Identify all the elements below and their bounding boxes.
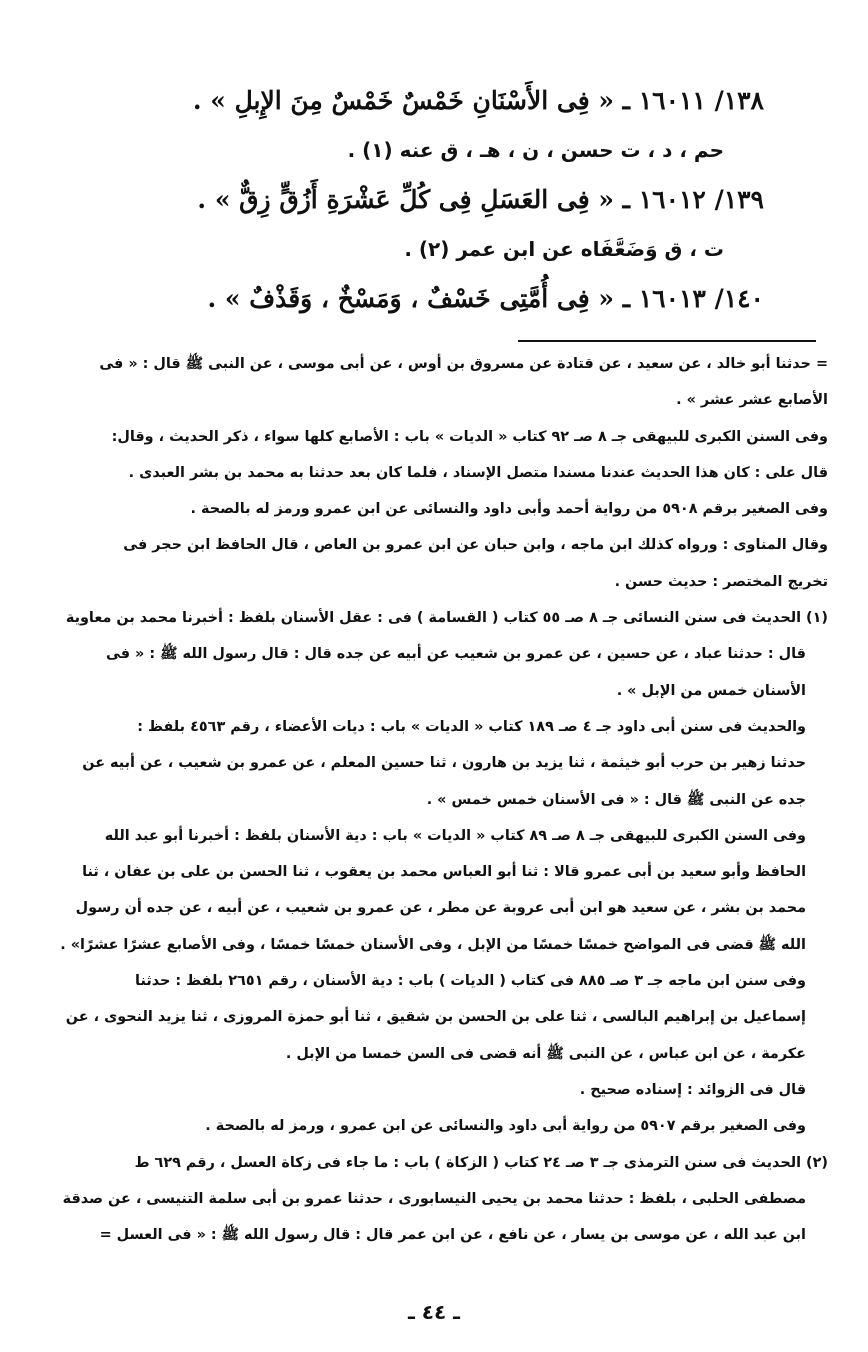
footnote-line: وفى السنن الكبرى للبيهقى جـ ٨ صـ ٨٩ كتاب « الديات » باب : دية الأسنان بلفظ : أخبرنا أبو عبد الله (104, 827, 806, 844)
hadith-138: ١٣٨/ ١٦٠١١ ـ « فِى الأَسْنَانِ خَمْسٌ خَمْسٌ مِنَ الإِبلِ » . (192, 86, 764, 115)
hadith-139-sources: ت ، ق وَضَعَّفَاه عن ابن عمر (٢) . (404, 237, 724, 261)
footnote-line: حدثنا زهير بن حرب أبو خيثمة ، ثنا يزيد بن هارون ، ثنا حسين المعلم ، عن عمرو بن شعيب ، عن أبيه عن (82, 755, 806, 772)
footnote-line: قال فى الزوائد : إسناده صحيح . (579, 1081, 806, 1098)
footnote-line: الله ﷺ قضى فى المواضح خمسًا خمسًا من الإبل ، وفى الأسنان خمسًا خمسًا ، وفى الأصابع عشرًا عشرًا» . (60, 936, 806, 953)
footnotes (44, 346, 828, 1253)
footnote-line: وفى الصغير برقم ٥٩٠٨ من رواية أحمد وأبى داود والنسائى عن ابن عمرو ورمز له بالصحة . (190, 501, 828, 518)
footnote-line: قال على : كان هذا الحديث عندنا مسندا متصل الإسناد ، فلما كان بعد حدثنا به محمد بن بشر العبدى . (128, 464, 828, 481)
footnote-line: ابن عبد الله ، عن موسى بن يسار ، عن نافع ، عن ابن عمر قال : قال رسول الله ﷺ : « فى العسل = (99, 1227, 806, 1244)
footnote-line: وقال المناوى : ورواه كذلك ابن ماجه ، وابن حبان عن ابن عمرو بن العاص ، قال الحافظ ابن حجر فى (123, 537, 828, 554)
footnote-line: عكرمة ، عن ابن عباس ، عن النبى ﷺ أنه قضى فى السن خمسا من الإبل . (285, 1045, 806, 1062)
footnote-line: تخريج المختصر : حديث حسن . (614, 573, 828, 590)
footnote-line: وفى الصغير برقم ٥٩٠٧ من رواية أبى داود والنسائى عن ابن عمرو ، ورمز له بالصحة . (205, 1118, 806, 1135)
hadith-138-sources: حم ، د ، ت حسن ، ن ، هـ ، ق عنه (١) . (347, 138, 724, 162)
footnote-line: قال : حدثنا عباد ، عن حسين ، عن عمرو بن شعيب عن أبيه عن جده قال : قال رسول الله ﷺ : « فى (106, 646, 806, 663)
footnote-line: وفى السنن الكبرى للبيهقى جـ ٨ صـ ٩٢ كتاب « الديات » باب : الأصابع كلها سواء ، ذكر الحديث ، وقال: (111, 428, 828, 445)
footnote-line: والحديث فى سنن أبى داود جـ ٤ صـ ١٨٩ كتاب « الديات » باب : ديات الأعضاء ، رقم ٤٥٦٣ بلفظ : (137, 718, 806, 735)
footnote-1-line: (١) الحديث فى سنن النسائى جـ ٨ صـ ٥٥ كتاب ( القسامة ) فى : عقل الأسنان بلفظ : أخبرنا محمد بن معاوية (65, 610, 828, 627)
footnote-line: إسماعيل بن إبراهيم البالسى ، ثنا على بن الحسن بن شقيق ، ثنا أبو حمزة المروزى ، ثنا يزيد النحوى ، عن (65, 1009, 806, 1026)
page-number: ـ ٤٤ ـ (407, 1300, 461, 1324)
footnote-2-line: (٢) الحديث فى سنن الترمذى جـ ٣ صـ ٢٤ كتاب ( الزكاة ) باب : ما جاء فى زكاة العسل ، رقم ٦٢٩ ط (134, 1154, 828, 1171)
footnote-line: جده عن النبى ﷺ قال : « فى الأسنان خمس خمس » . (426, 791, 806, 808)
footnote-line: الأسنان خمس من الإبل » . (616, 682, 806, 699)
footnote-line: = حدثنا أبو خالد ، عن سعيد ، عن قتادة عن مسروق بن أوس ، عن أبى موسى ، عن النبى ﷺ قال : « فى (99, 356, 828, 372)
footnote-line: مصطفى الحلبى ، بلفظ : حدثنا محمد بن يحيى النيسابورى ، حدثنا عمرو بن أبى سلمة التنيسى ، عن صدقة (62, 1190, 806, 1207)
footnote-line: الحافظ وأبو سعيد بن أبى عمرو قالا : ثنا أبو العباس محمد بن يعقوب ، ثنا الحسن بن على بن عفان ، ثنا (82, 864, 806, 881)
footnote-line: الأصابع عشر عشر » . (676, 392, 828, 409)
footnote-line: وفى سنن ابن ماجه جـ ٣ صـ ٨٨٥ فى كتاب ( الديات ) باب : دية الأسنان ، رقم ٢٦٥١ بلفظ : حدثنا (135, 973, 806, 990)
hadith-139: ١٣٩/ ١٦٠١٢ ـ « فِى العَسَلِ فِى كُلِّ عَشْرَةِ أَزُقٍّ زِقٌّ » . (197, 185, 764, 214)
footnote-separator (518, 340, 816, 342)
footnote-line: محمد بن بشر ، عن سعيد هو ابن أبى عروبة عن مطر ، عن عمرو بن شعيب ، عن أبيه ، عن جده أن رسول (75, 900, 806, 917)
hadith-140: ١٤٠/ ١٦٠١٣ ـ « فِى أُمَّتِى خَسْفٌ ، وَمَسْخٌ ، وَقَذْفٌ » . (207, 284, 764, 313)
main-text (192, 74, 764, 325)
